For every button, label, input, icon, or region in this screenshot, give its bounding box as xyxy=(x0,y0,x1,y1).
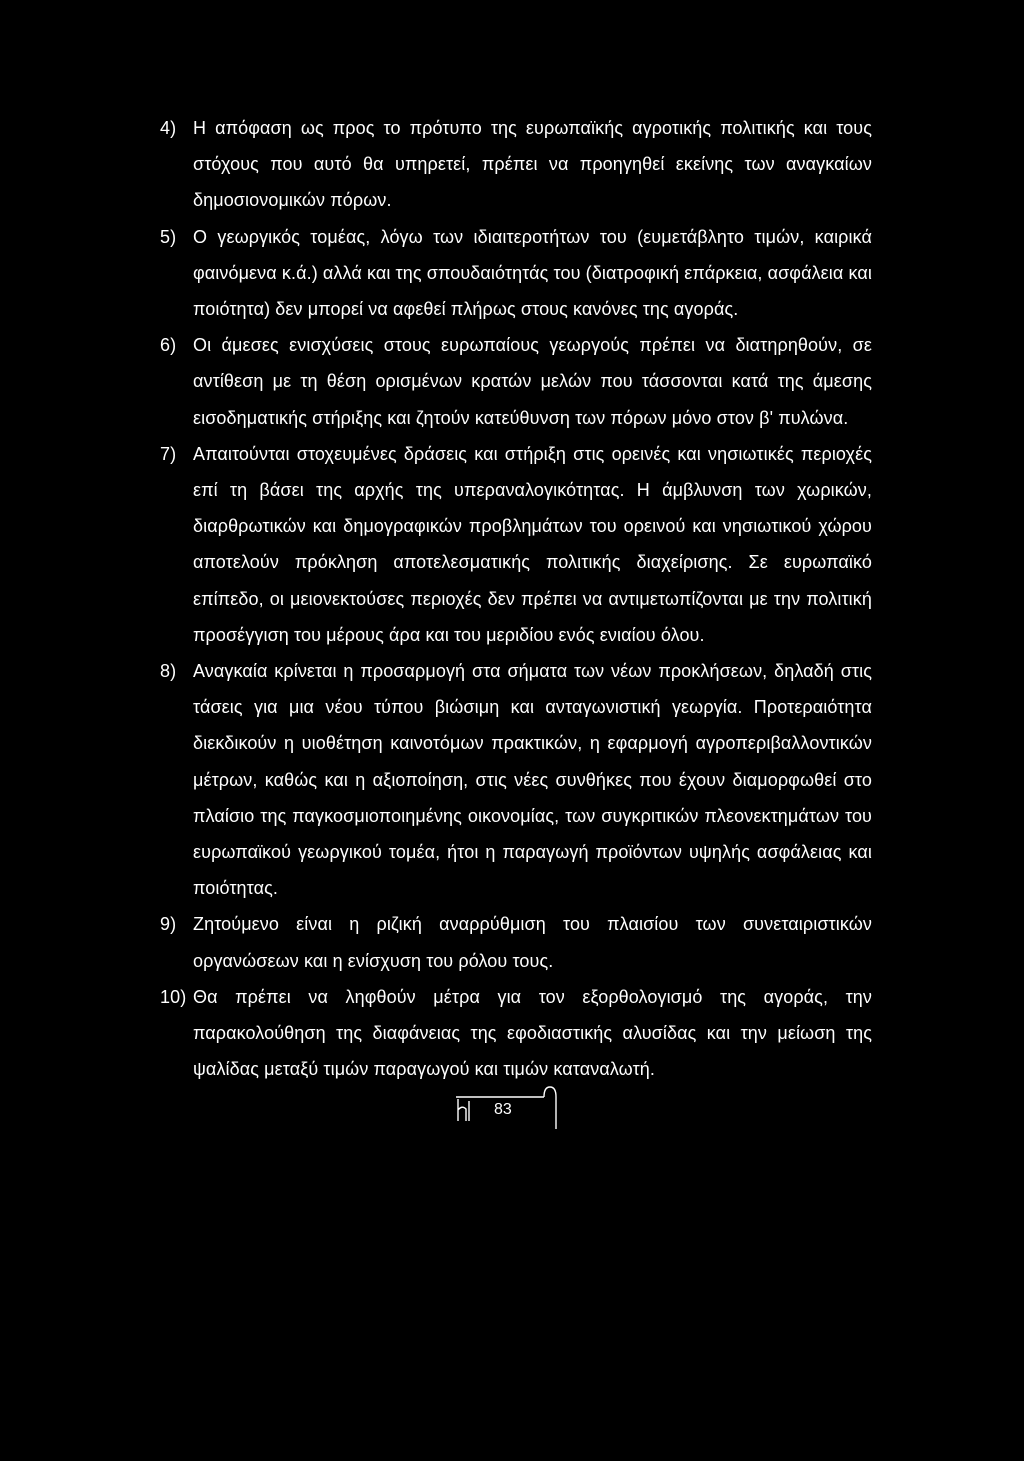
numbered-list xyxy=(160,110,872,1087)
item-number: 5) xyxy=(160,226,177,247)
list-item-4 xyxy=(160,110,872,219)
item-text: Θα πρέπει να ληφθούν μέτρα για τον εξορθολογισμό της αγοράς, την παρακολούθηση της διαφάνειας της εφοδιαστικής αλυσίδας και την μείωση της ψαλίδας μεταξύ τιμών παραγωγού και τιμών καταναλωτή. xyxy=(193,986,872,1080)
item-number: 7) xyxy=(160,443,177,464)
item-number: 6) xyxy=(160,335,177,356)
list-item-5 xyxy=(160,219,872,328)
list-item-7 xyxy=(160,436,872,653)
item-text: Ζητούμενο είναι η ριζική αναρρύθμιση του πλαισίου των συνεταιριστικών οργανώσεων και η ενίσχυση του ρόλου τους. xyxy=(193,914,872,971)
list-item-8 xyxy=(160,653,872,906)
item-text: Οι άμεσες ενισχύσεις στους ευρωπαίους γεωργούς πρέπει να διατηρηθούν, σε αντίθεση με τη θέση ορισμένων κρατών μελών που τάσσονται κατά της άμεσης εισοδηματικής στήριξης και ζητούν κατεύθυνση των πόρων μόνο στον β' πυλώνα. xyxy=(193,335,872,428)
item-number: 4) xyxy=(160,118,177,138)
list-item-9 xyxy=(160,906,872,978)
list-item-6 xyxy=(160,327,872,436)
list-item-10 xyxy=(160,979,872,1088)
item-number: 9) xyxy=(160,914,177,935)
page-number: 83 xyxy=(494,1101,512,1118)
item-text: Ο γεωργικός τομέας, λόγω των ιδιαιτεροτήτων του (ευμετάβλητο τιμών, καιρικά φαινόμενα κ.ά.) αλλά και της σπουδαιότητάς του (διατροφική επάρκεια, ασφάλεια και ποιότητα) δεν μπορεί να αφεθεί πλήρως στους κανόνες της αγοράς. xyxy=(193,226,872,320)
item-number: 10) xyxy=(160,986,187,1007)
item-number: 8) xyxy=(160,661,177,682)
item-text: Αναγκαία κρίνεται η προσαρμογή στα σήματα των νέων προκλήσεων, δηλαδή στις τάσεις για μια νέου τύπου βιώσιμη και ανταγωνιστική γεωργία. Προτεραιότητα διεκδικούν η υιοθέτηση καινοτόμων πρακτικών, η εφαρμογή αγροπεριβαλλοντικών μέτρων, καθώς και η αξιοποίηση, στις νέες συνθήκες που έχουν διαμορφωθεί στο πλαίσιο της παγκοσμιοποιημένης οικονομίας, των συγκριτικών πλεονεκτημάτων του ευρωπαϊκού γεωργικού τομέα, ήτοι η παραγωγή προϊόντων υψηλής ασφάλειας και ποιότητας. xyxy=(193,661,872,899)
page-footer xyxy=(452,1077,562,1137)
item-text: Απαιτούνται στοχευμένες δράσεις και στήριξη στις ορεινές και νησιωτικές περιοχές επί τη βάσει της αρχής της υπεραναλογικότητας. Η άμβλυνση των χωρικών, διαρθρωτικών και δημογραφικών προβλημάτων του ορεινού και νησιωτικού χώρου αποτελούν πρόκληση αποτελεσματικής πολιτικής διαχείρισης. Σε ευρωπαϊκό επίπεδο, οι μειονεκτούσες περιοχές δεν πρέπει να αντιμετωπίζονται με την πολιτική προσέγγιση του μέρους άρα και του μεριδίου ενός ενιαίου όλου. xyxy=(193,443,872,645)
item-text: Η απόφαση ως προς το πρότυπο της ευρωπαϊκής αγροτικής πολιτικής και τους στόχους που αυτό θα υπηρετεί, πρέπει να προηγηθεί εκείνης των αναγκαίων δημοσιονομικών πόρων. xyxy=(193,118,872,211)
